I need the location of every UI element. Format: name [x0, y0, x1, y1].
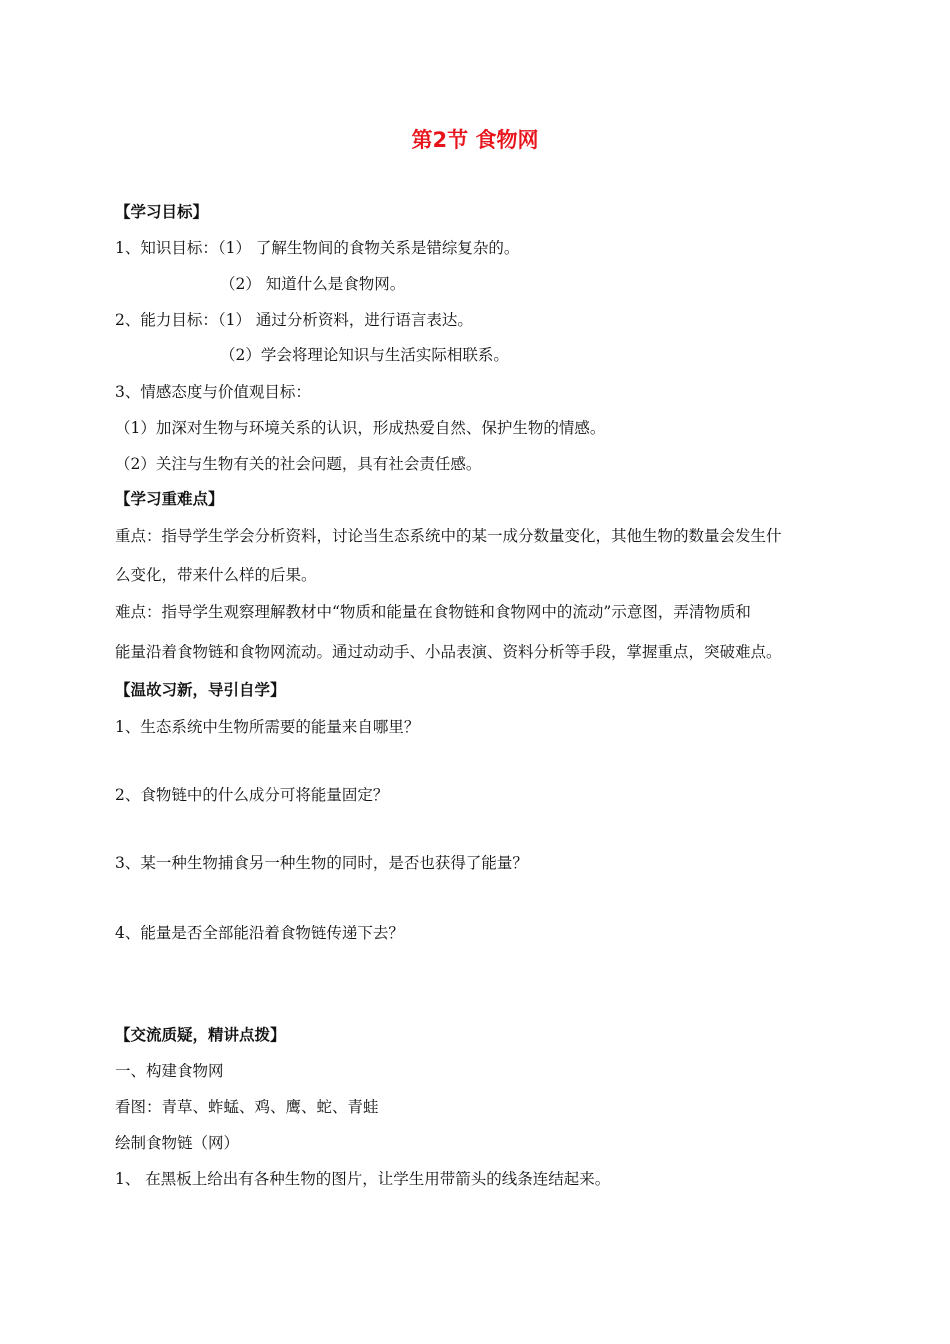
goal-line-6: （1）加深对生物与环境关系的认识，形成热爱自然、保护生物的情感。 [115, 419, 606, 437]
key-point-line-2: 么变化，带来什么样的后果。 [115, 566, 317, 584]
goal-line-4: （2）学会将理论知识与生活实际相联系。 [220, 346, 509, 364]
goal-line-1: 1、知识目标：（1） 了解生物间的食物关系是错综复杂的。 [115, 239, 520, 257]
difficulty-line-1: 难点：指导学生观察理解教材中“物质和能量在食物链和食物网中的流动”示意图，弄清物质和 [115, 603, 751, 621]
review-question-2: 2、食物链中的什么成分可将能量固定？ [115, 786, 389, 804]
discuss-line-4: 1、 在黑板上给出有各种生物的图片，让学生用带箭头的线条连结起来。 [115, 1170, 611, 1188]
goal-line-5: 3、情感态度与价值观目标： [115, 383, 311, 401]
goal-line-2: （2） 知道什么是食物网。 [220, 275, 406, 293]
key-point-line-1: 重点：指导学生学会分析资料，讨论当生态系统中的某一成分数量变化，其他生物的数量会发生什 [115, 527, 782, 545]
goal-line-7: （2）关注与生物有关的社会问题，具有社会责任感。 [115, 455, 482, 473]
discuss-line-1: 一、构建食物网 [115, 1062, 224, 1080]
section-heading-keypoints: 【学习重难点】 [115, 490, 224, 508]
section-heading-goals: 【学习目标】 [115, 203, 209, 221]
discuss-line-3: 绘制食物链（网） [115, 1134, 240, 1152]
review-question-1: 1、生态系统中生物所需要的能量来自哪里？ [115, 718, 420, 736]
section-heading-discuss: 【交流质疑，精讲点拨】 [115, 1026, 286, 1044]
review-question-3: 3、某一种生物捕食另一种生物的同时，是否也获得了能量？ [115, 854, 528, 872]
goal-line-3: 2、能力目标：（1） 通过分析资料，进行语言表达。 [115, 311, 473, 329]
difficulty-line-2: 能量沿着食物链和食物网流动。通过动动手、小品表演、资料分析等手段，掌握重点，突破难点。 [115, 643, 782, 661]
review-question-4: 4、能量是否全部能沿着食物链传递下去？ [115, 924, 404, 942]
discuss-line-2: 看图：青草、蚱蜢、鸡、鹰、蛇、青蛙 [115, 1098, 379, 1116]
page-title: 第2节 食物网 [411, 128, 539, 152]
section-heading-review: 【温故习新，导引自学】 [115, 681, 286, 699]
